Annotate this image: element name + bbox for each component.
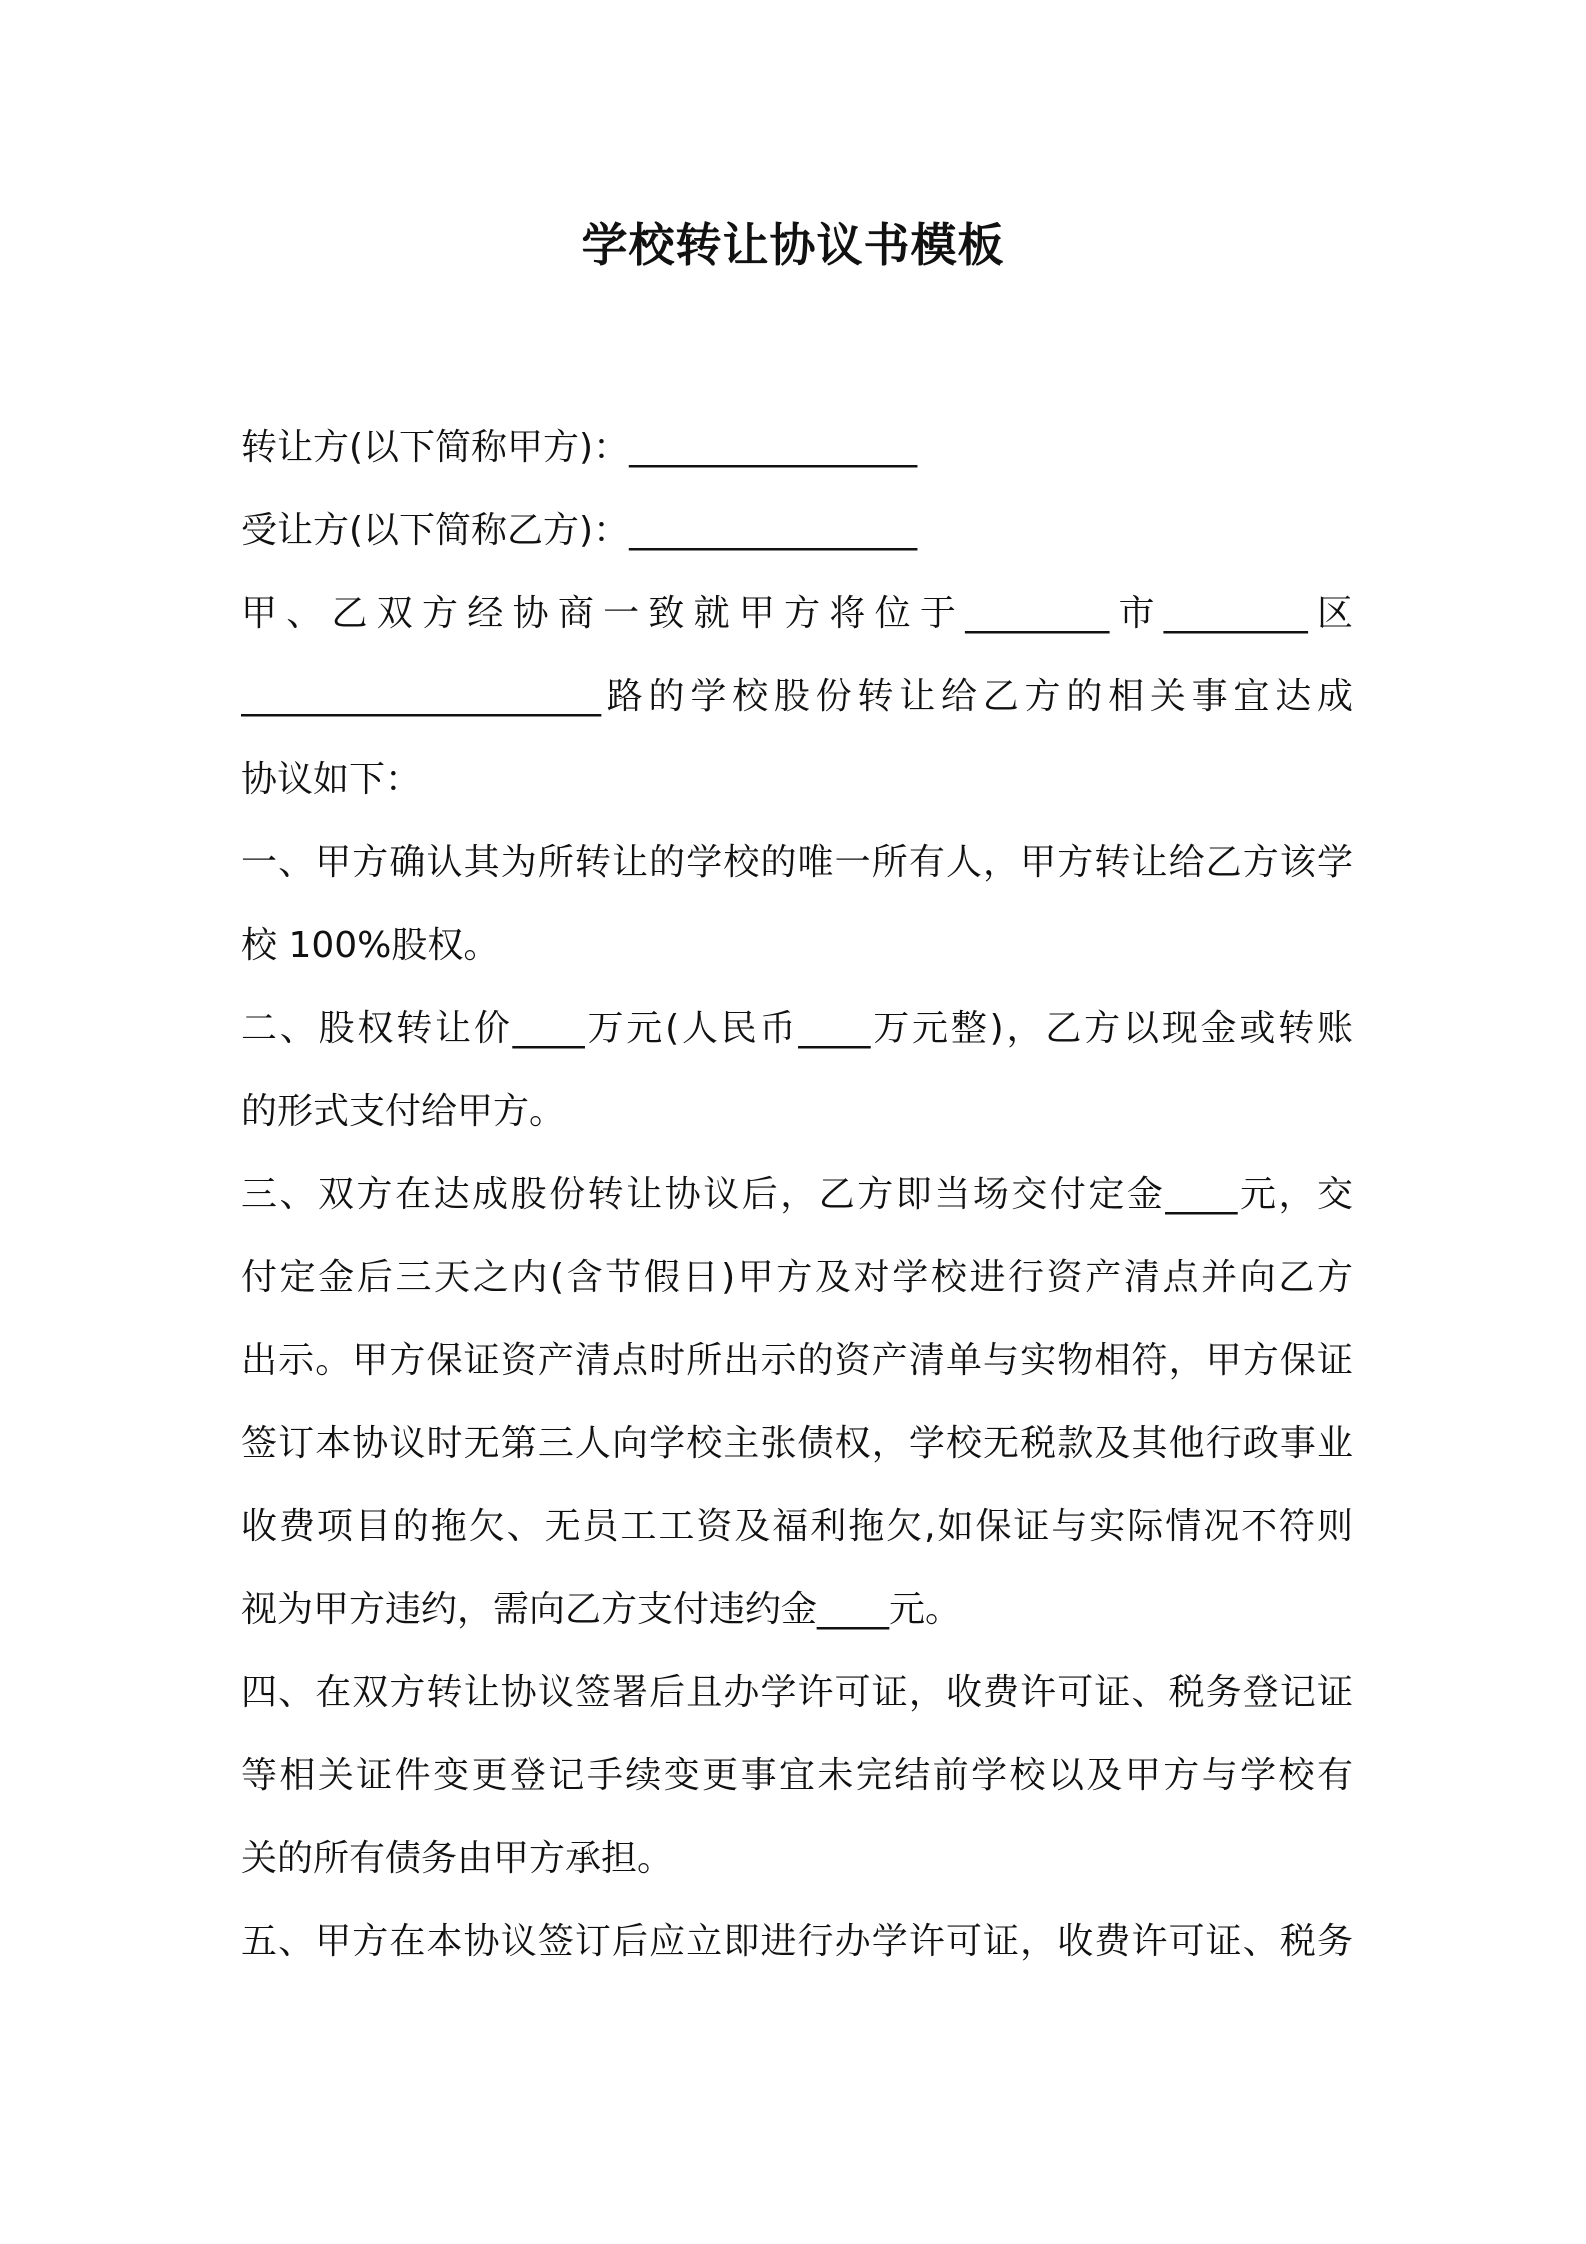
paragraph-line: 协议如下： xyxy=(241,759,422,800)
clause-4-line: 四、在双方转让协议签署后且办学许可证，收费许可证、税务登记证 xyxy=(241,1672,1353,1713)
clause-5-line: 五、甲方在本协议签订后应立即进行办学许可证，收费许可证、税务 xyxy=(241,1921,1353,1962)
clause-4-line: 等相关证件变更登记手续变更事宜未完结前学校以及甲方与学校有 xyxy=(241,1755,1353,1796)
clause-3-line: 视为甲方违约，需向乙方支付违约金____元。 xyxy=(241,1589,962,1630)
paragraph-line: 甲、乙双方经协商一致就甲方将位于________市________区 xyxy=(241,593,1353,634)
clause-1-line: 校 100%股权。 xyxy=(241,925,500,966)
clause-1-line: 一、甲方确认其为所转让的学校的唯一所有人，甲方转让给乙方该学 xyxy=(241,842,1353,883)
party-a-line: 转让方(以下简称甲方)：________________ xyxy=(241,427,918,468)
party-b-line: 受让方(以下简称乙方)：________________ xyxy=(241,510,918,551)
document-title: 学校转让协议书模板 xyxy=(581,218,1005,272)
clause-3-line: 收费项目的拖欠、无员工工资及福利拖欠,如保证与实际情况不符则 xyxy=(241,1506,1353,1547)
clause-2-line: 二、股权转让价____万元(人民币____万元整)，乙方以现金或转账 xyxy=(241,1008,1353,1049)
clause-3-line: 付定金后三天之内(含节假日)甲方及对学校进行资产清点并向乙方 xyxy=(241,1257,1353,1298)
clause-4-line: 关的所有债务由甲方承担。 xyxy=(241,1838,674,1879)
clause-3-line: 签订本协议时无第三人向学校主张债权，学校无税款及其他行政事业 xyxy=(241,1423,1353,1464)
clause-3-line: 出示。甲方保证资产清点时所出示的资产清单与实物相符，甲方保证 xyxy=(241,1340,1353,1381)
paragraph-line: ____________________路的学校股份转让给乙方的相关事宜达成 xyxy=(241,676,1353,717)
document-body xyxy=(241,406,1353,1983)
clause-3-line: 三、双方在达成股份转让协议后，乙方即当场交付定金____元，交 xyxy=(241,1174,1353,1215)
clause-2-line: 的形式支付给甲方。 xyxy=(241,1091,566,1132)
